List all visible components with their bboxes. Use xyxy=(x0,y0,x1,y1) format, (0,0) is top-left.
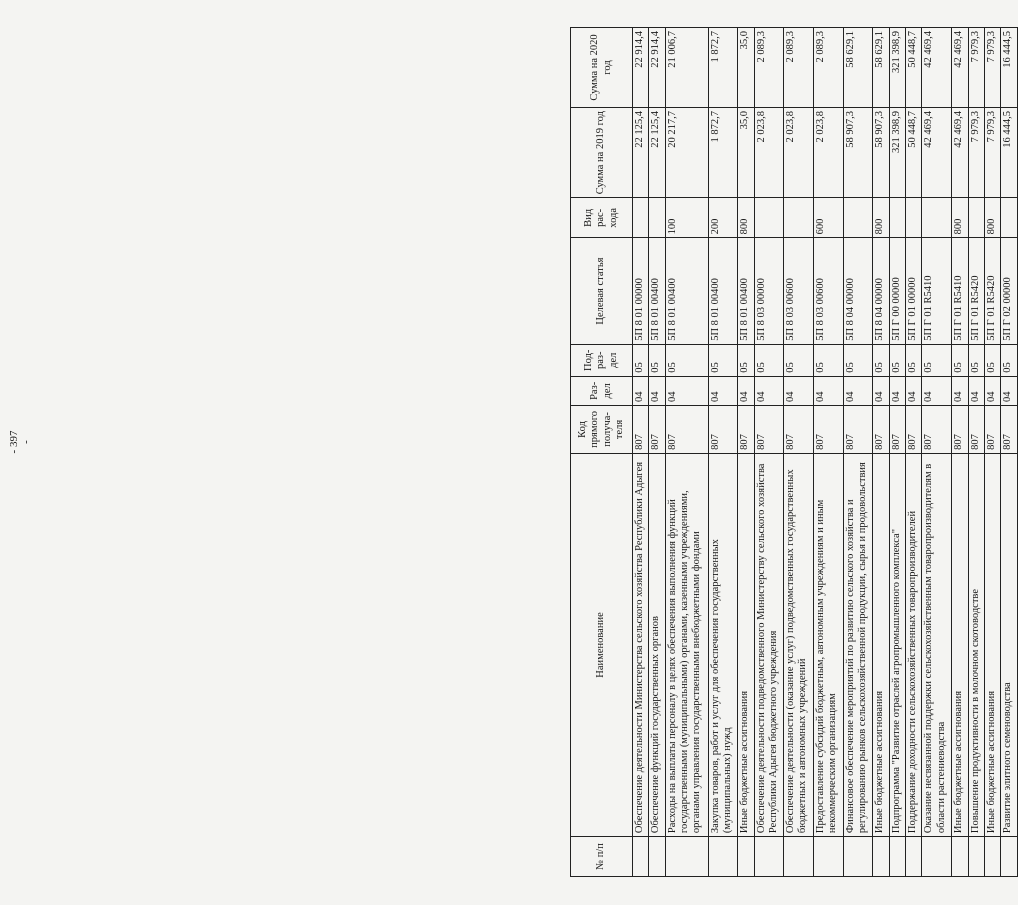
table-row xyxy=(1001,28,1018,877)
cell-kod: 807 xyxy=(784,405,814,453)
cell-name: Обеспечение деятельности подведомственного Министерству сельского хозяйства Республики Адыгея бюджетного учреждения xyxy=(754,453,784,836)
header-name: Наименование xyxy=(571,453,633,836)
header-sum2019: Сумма на 2019 год xyxy=(571,107,633,197)
cell-vid: 800 xyxy=(738,198,754,238)
cell-podrazdel: 05 xyxy=(754,344,784,376)
cell-kod: 807 xyxy=(649,405,665,453)
cell-sum2019: 7 979,3 xyxy=(968,107,984,197)
table-body xyxy=(633,28,1018,877)
table-row xyxy=(952,28,968,877)
cell-kod: 807 xyxy=(633,405,649,453)
cell-razdel: 04 xyxy=(889,376,905,405)
cell-podrazdel: 05 xyxy=(665,344,708,376)
cell-podrazdel: 05 xyxy=(952,344,968,376)
cell-sum2020: 16 444,5 xyxy=(1001,28,1018,108)
cell-kod: 807 xyxy=(843,405,873,453)
cell-sum2019: 7 979,3 xyxy=(984,107,1000,197)
cell-vid xyxy=(784,198,814,238)
cell-no xyxy=(784,837,814,877)
cell-no xyxy=(754,837,784,877)
cell-no xyxy=(889,837,905,877)
cell-vid xyxy=(843,198,873,238)
cell-podrazdel: 05 xyxy=(873,344,889,376)
cell-podrazdel: 05 xyxy=(738,344,754,376)
cell-name: Иные бюджетные ассигнования xyxy=(873,453,889,836)
cell-podrazdel: 05 xyxy=(813,344,843,376)
cell-sum2019: 2 023,8 xyxy=(813,107,843,197)
cell-celevaya: 5П Г 00 00000 xyxy=(889,238,905,344)
cell-no xyxy=(984,837,1000,877)
header-celevaya: Целевая статья xyxy=(571,238,633,344)
cell-razdel: 04 xyxy=(708,376,738,405)
cell-name: Иные бюджетные ассигнования xyxy=(984,453,1000,836)
cell-razdel: 04 xyxy=(813,376,843,405)
cell-celevaya: 5П 8 03 00600 xyxy=(813,238,843,344)
table-row xyxy=(968,28,984,877)
cell-no xyxy=(649,837,665,877)
cell-podrazdel: 05 xyxy=(922,344,952,376)
header-razdel: Раз-дел xyxy=(571,376,633,405)
cell-kod: 807 xyxy=(968,405,984,453)
cell-kod: 807 xyxy=(754,405,784,453)
cell-sum2019: 50 448,7 xyxy=(906,107,922,197)
cell-celevaya: 5П 8 03 00000 xyxy=(754,238,784,344)
cell-no xyxy=(665,837,708,877)
cell-name: Иные бюджетные ассигнования xyxy=(952,453,968,836)
cell-sum2019: 20 217,7 xyxy=(665,107,708,197)
header-no: № п/п xyxy=(571,837,633,877)
header-sum2020: Сумма на 2020 год xyxy=(571,28,633,108)
cell-no xyxy=(708,837,738,877)
cell-kod: 807 xyxy=(708,405,738,453)
cell-vid: 800 xyxy=(873,198,889,238)
cell-sum2019: 22 125,4 xyxy=(649,107,665,197)
cell-sum2019: 321 398,9 xyxy=(889,107,905,197)
cell-name: Обеспечение деятельности Министерства сельского хозяйства Республики Адыгея xyxy=(633,453,649,836)
cell-vid: 800 xyxy=(952,198,968,238)
cell-razdel: 04 xyxy=(843,376,873,405)
cell-razdel: 04 xyxy=(1001,376,1018,405)
cell-celevaya: 5П Г 01 R5410 xyxy=(952,238,968,344)
cell-kod: 807 xyxy=(873,405,889,453)
cell-kod: 807 xyxy=(952,405,968,453)
cell-name: Расходы на выплаты персоналу в целях обеспечения выполнения функций государственными (муниципальными) органами, казенными учреждениями, органами управления государственными внебюджетными фондами xyxy=(665,453,708,836)
cell-sum2020: 42 469,4 xyxy=(922,28,952,108)
cell-podrazdel: 05 xyxy=(633,344,649,376)
table-row xyxy=(708,28,738,877)
cell-name: Иные бюджетные ассигнования xyxy=(738,453,754,836)
cell-no xyxy=(633,837,649,877)
cell-vid xyxy=(906,198,922,238)
cell-vid xyxy=(649,198,665,238)
cell-celevaya: 5П 8 01 00400 xyxy=(738,238,754,344)
table-row xyxy=(889,28,905,877)
header-kod: Код прямого получа-теля xyxy=(571,405,633,453)
cell-podrazdel: 05 xyxy=(843,344,873,376)
cell-sum2020: 35,0 xyxy=(738,28,754,108)
cell-razdel: 04 xyxy=(738,376,754,405)
cell-vid xyxy=(922,198,952,238)
cell-vid: 100 xyxy=(665,198,708,238)
table-row xyxy=(873,28,889,877)
cell-vid: 600 xyxy=(813,198,843,238)
cell-name: Предоставление субсидий бюджетным, автономным учреждениям и иным некоммерческим организациям xyxy=(813,453,843,836)
table-row xyxy=(754,28,784,877)
cell-celevaya: 5П Г 01 00000 xyxy=(906,238,922,344)
cell-celevaya: 5П Г 02 00000 xyxy=(1001,238,1018,344)
cell-no xyxy=(1001,837,1018,877)
cell-sum2020: 2 089,3 xyxy=(754,28,784,108)
cell-podrazdel: 05 xyxy=(968,344,984,376)
table-header xyxy=(571,28,633,877)
cell-podrazdel: 05 xyxy=(708,344,738,376)
cell-no xyxy=(813,837,843,877)
cell-sum2020: 7 979,3 xyxy=(984,28,1000,108)
cell-celevaya: 5П 8 01 00400 xyxy=(665,238,708,344)
cell-sum2019: 22 125,4 xyxy=(633,107,649,197)
cell-razdel: 04 xyxy=(952,376,968,405)
cell-celevaya: 5П 8 04 00000 xyxy=(843,238,873,344)
cell-sum2019: 16 444,5 xyxy=(1001,107,1018,197)
budget-table xyxy=(570,27,1018,877)
cell-name: Финансовое обеспечение мероприятий по развитию сельского хозяйства и регулированию рынков сельскохозяйственной продукции, сырья и продовольствия xyxy=(843,453,873,836)
cell-sum2019: 58 907,3 xyxy=(843,107,873,197)
cell-no xyxy=(738,837,754,877)
cell-kod: 807 xyxy=(738,405,754,453)
table-row xyxy=(738,28,754,877)
cell-celevaya: 5П Г 01 R5420 xyxy=(968,238,984,344)
cell-razdel: 04 xyxy=(754,376,784,405)
cell-kod: 807 xyxy=(906,405,922,453)
cell-celevaya: 5П 8 01 00400 xyxy=(708,238,738,344)
table-row xyxy=(813,28,843,877)
cell-no xyxy=(906,837,922,877)
cell-name: Обеспечение функций государственных органов xyxy=(649,453,665,836)
cell-sum2020: 7 979,3 xyxy=(968,28,984,108)
cell-kod: 807 xyxy=(1001,405,1018,453)
cell-sum2020: 2 089,3 xyxy=(784,28,814,108)
cell-name: Развитие элитного семеноводства xyxy=(1001,453,1018,836)
cell-podrazdel: 05 xyxy=(889,344,905,376)
header-podrazdel: Под-раз-дел xyxy=(571,344,633,376)
cell-sum2019: 2 023,8 xyxy=(754,107,784,197)
table-row xyxy=(922,28,952,877)
page-number: - 397 - xyxy=(8,430,32,454)
cell-vid xyxy=(754,198,784,238)
table-row xyxy=(633,28,649,877)
cell-name: Подпрограмма "Развитие отраслей агропромышленного комплекса" xyxy=(889,453,905,836)
cell-razdel: 04 xyxy=(984,376,1000,405)
cell-celevaya: 5П 8 04 00000 xyxy=(873,238,889,344)
cell-kod: 807 xyxy=(889,405,905,453)
cell-no xyxy=(843,837,873,877)
cell-sum2019: 42 469,4 xyxy=(952,107,968,197)
cell-kod: 807 xyxy=(984,405,1000,453)
cell-name: Оказание несвязанной поддержки сельскохозяйственным товаропроизводителям в области растениеводства xyxy=(922,453,952,836)
cell-celevaya: 5П 8 01 00400 xyxy=(649,238,665,344)
cell-razdel: 04 xyxy=(873,376,889,405)
cell-razdel: 04 xyxy=(633,376,649,405)
cell-podrazdel: 05 xyxy=(649,344,665,376)
cell-vid xyxy=(889,198,905,238)
cell-celevaya: 5П Г 01 R5420 xyxy=(984,238,1000,344)
table-row xyxy=(649,28,665,877)
cell-celevaya: 5П Г 01 R5410 xyxy=(922,238,952,344)
table-row xyxy=(843,28,873,877)
cell-sum2020: 22 914,4 xyxy=(649,28,665,108)
table-row xyxy=(984,28,1000,877)
cell-celevaya: 5П 8 03 00600 xyxy=(784,238,814,344)
cell-sum2019: 42 469,4 xyxy=(922,107,952,197)
cell-name: Закупка товаров, работ и услуг для обеспечения государственных (муниципальных) нужд xyxy=(708,453,738,836)
cell-razdel: 04 xyxy=(968,376,984,405)
cell-name: Повышение продуктивности в молочном скотоводстве xyxy=(968,453,984,836)
cell-sum2020: 50 448,7 xyxy=(906,28,922,108)
cell-sum2020: 58 629,1 xyxy=(873,28,889,108)
header-vid: Вид рас-хода xyxy=(571,198,633,238)
cell-celevaya: 5П 8 01 00000 xyxy=(633,238,649,344)
cell-podrazdel: 05 xyxy=(984,344,1000,376)
cell-sum2020: 1 872,7 xyxy=(708,28,738,108)
cell-razdel: 04 xyxy=(906,376,922,405)
cell-sum2020: 21 006,7 xyxy=(665,28,708,108)
cell-no xyxy=(968,837,984,877)
cell-sum2019: 1 872,7 xyxy=(708,107,738,197)
cell-sum2020: 42 469,4 xyxy=(952,28,968,108)
cell-sum2019: 35,0 xyxy=(738,107,754,197)
cell-name: Обеспечение деятельности (оказание услуг) подведомственных государственных бюджетных и автономных учреждений xyxy=(784,453,814,836)
cell-sum2020: 22 914,4 xyxy=(633,28,649,108)
cell-sum2019: 2 023,8 xyxy=(784,107,814,197)
cell-vid: 200 xyxy=(708,198,738,238)
cell-kod: 807 xyxy=(813,405,843,453)
cell-sum2019: 58 907,3 xyxy=(873,107,889,197)
cell-razdel: 04 xyxy=(649,376,665,405)
cell-no xyxy=(873,837,889,877)
cell-no xyxy=(952,837,968,877)
cell-vid: 800 xyxy=(984,198,1000,238)
cell-kod: 807 xyxy=(665,405,708,453)
table-row xyxy=(665,28,708,877)
cell-no xyxy=(922,837,952,877)
cell-razdel: 04 xyxy=(784,376,814,405)
cell-podrazdel: 05 xyxy=(784,344,814,376)
cell-razdel: 04 xyxy=(665,376,708,405)
table-row xyxy=(784,28,814,877)
cell-sum2020: 321 398,9 xyxy=(889,28,905,108)
cell-sum2020: 58 629,1 xyxy=(843,28,873,108)
cell-vid xyxy=(1001,198,1018,238)
cell-razdel: 04 xyxy=(922,376,952,405)
cell-kod: 807 xyxy=(922,405,952,453)
rotated-table-container xyxy=(570,27,1018,877)
cell-sum2020: 2 089,3 xyxy=(813,28,843,108)
table-row xyxy=(906,28,922,877)
cell-vid xyxy=(968,198,984,238)
cell-name: Поддержание доходности сельскохозяйственных товаропроизводителей xyxy=(906,453,922,836)
cell-vid xyxy=(633,198,649,238)
cell-podrazdel: 05 xyxy=(1001,344,1018,376)
cell-podrazdel: 05 xyxy=(906,344,922,376)
